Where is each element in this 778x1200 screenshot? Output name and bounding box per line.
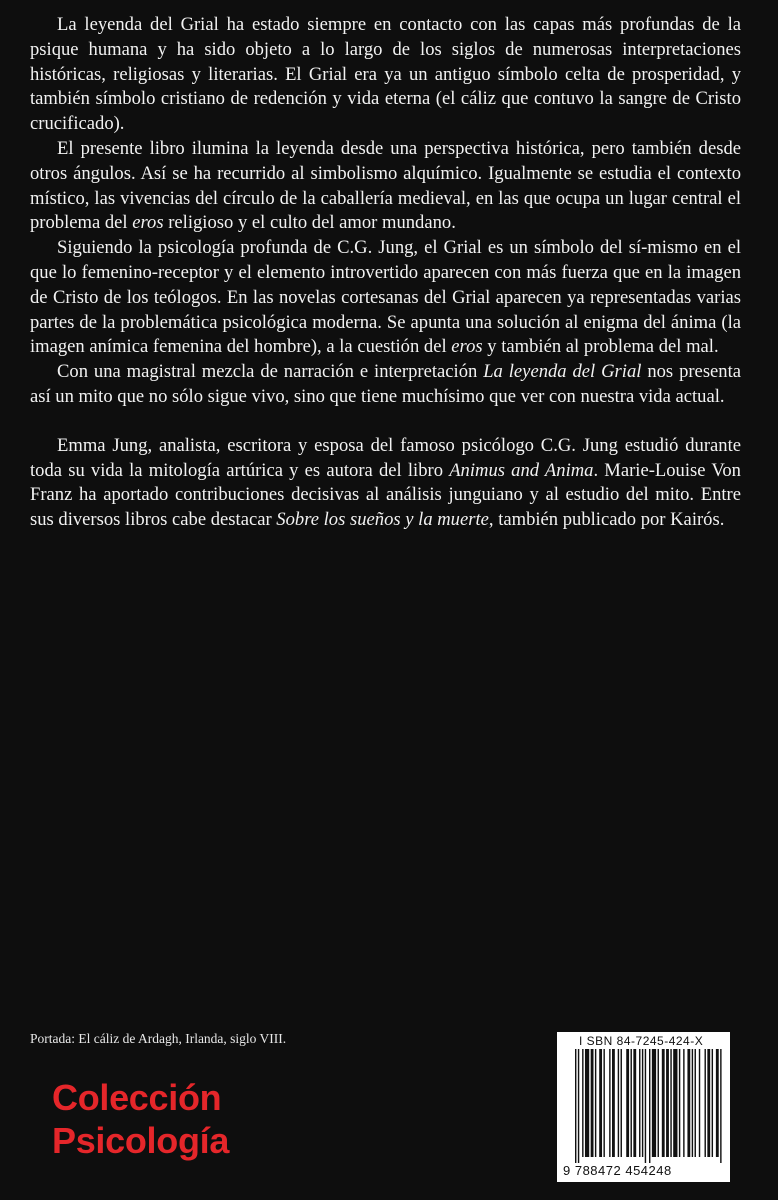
barcode-bar: [658, 1049, 659, 1157]
barcode-bar: [683, 1049, 684, 1157]
barcode-bar: [695, 1049, 696, 1157]
barcode: [557, 1032, 730, 1182]
barcode-bar: [591, 1049, 594, 1157]
barcode-bar: [687, 1049, 690, 1157]
isbn-text: I SBN 84-7245-424-X: [579, 1034, 704, 1048]
barcode-bar: [603, 1049, 604, 1157]
barcode-bar: [666, 1049, 669, 1157]
barcode-bar: [720, 1049, 721, 1163]
barcode-bar: [582, 1049, 583, 1157]
barcode-bar: [679, 1049, 680, 1157]
barcode-bar: [595, 1049, 596, 1157]
paragraph-3: Siguiendo la psicología profunda de C.G. Jung, el Grial es un símbolo del sí-mismo en el que lo femenino-receptor y el elemento introvertido aparecen con más fuerza que en la imagen de Cristo de los teólogos. En las novelas cortesanas del Grial aparecen ya representadas varias partes de la problemática psicológica moderna. Se apunta una solución al enigma del ánima (la imagen anímica femenina del hombre), a la cuestión del eros y también al problema del mal.: [30, 237, 741, 358]
barcode-bars: [575, 1049, 723, 1163]
barcode-bar: [612, 1049, 615, 1157]
series-line-1: Colección: [52, 1077, 222, 1118]
series-line-2: Psicología: [52, 1120, 230, 1161]
barcode-bar: [621, 1049, 622, 1157]
ean-text: 9 788472 454248: [563, 1163, 672, 1178]
barcode-bar: [645, 1049, 646, 1163]
barcode-bar: [585, 1049, 589, 1157]
barcode-bar: [578, 1049, 579, 1163]
barcode-bar: [633, 1049, 636, 1157]
barcode-bar: [599, 1049, 602, 1157]
barcode-bar: [670, 1049, 671, 1157]
barcode-bar: [642, 1049, 643, 1157]
barcode-bar: [712, 1049, 713, 1157]
barcode-bar: [707, 1049, 710, 1157]
barcode-bar: [609, 1049, 610, 1157]
cover-caption: Portada: El cáliz de Ardagh, Irlanda, siglo VIII.: [30, 1031, 287, 1046]
paragraph-4: Con una magistral mezcla de narración e interpretación La leyenda del Grial nos presenta así un mito que no sólo sigue vivo, sino que tiene muchísimo que ver con nuestra vida actual.: [30, 361, 742, 407]
barcode-bar: [652, 1049, 656, 1157]
barcode-bar: [618, 1049, 619, 1157]
barcode-bar: [639, 1049, 640, 1157]
barcode-bar: [699, 1049, 700, 1157]
paragraph-1: La leyenda del Grial ha estado siempre en contacto con las capas más profundas de la psique humana y ha sido objeto a lo largo de los siglos de numerosas interpretaciones históricas, religiosas y literarias. El Grial era ya un antiguo símbolo celta de prosperidad, y también símbolo cristiano de redención y vida eterna (el cáliz que contuvo la sangre de Cristo crucificado).: [30, 14, 741, 135]
barcode-bar: [716, 1049, 719, 1157]
description-text: [30, 13, 741, 533]
barcode-bar: [692, 1049, 693, 1157]
barcode-bar: [626, 1049, 629, 1157]
barcode-bar: [662, 1049, 665, 1157]
series-title: [52, 1076, 229, 1162]
barcode-bar: [649, 1049, 650, 1163]
barcode-bar: [631, 1049, 632, 1157]
paragraph-2: El presente libro ilumina la leyenda desde una perspectiva histórica, pero también desde otros ángulos. Así se ha recurrido al simbolismo alquímico. Igualmente se estudia el contexto místico, las vivencias del círculo de la caballería medieval, en las que ocupa un lugar central el problema del eros religioso y el culto del amor mundano.: [30, 137, 741, 234]
authors-paragraph: Emma Jung, analista, escritora y esposa del famoso psicólogo C.G. Jung estudió durante toda su vida la mitología artúrica y es autora del libro Animus and Anima. Marie-Louise Von Franz ha aportado contribuciones decisivas al análisis junguiano y al estudio del mito. Entre sus diversos libros cabe destacar Sobre los sueños y la muerte, también publicado por Kairós.: [30, 434, 741, 531]
barcode-bar: [705, 1049, 706, 1157]
barcode-bar: [673, 1049, 677, 1157]
barcode-bar: [575, 1049, 576, 1163]
